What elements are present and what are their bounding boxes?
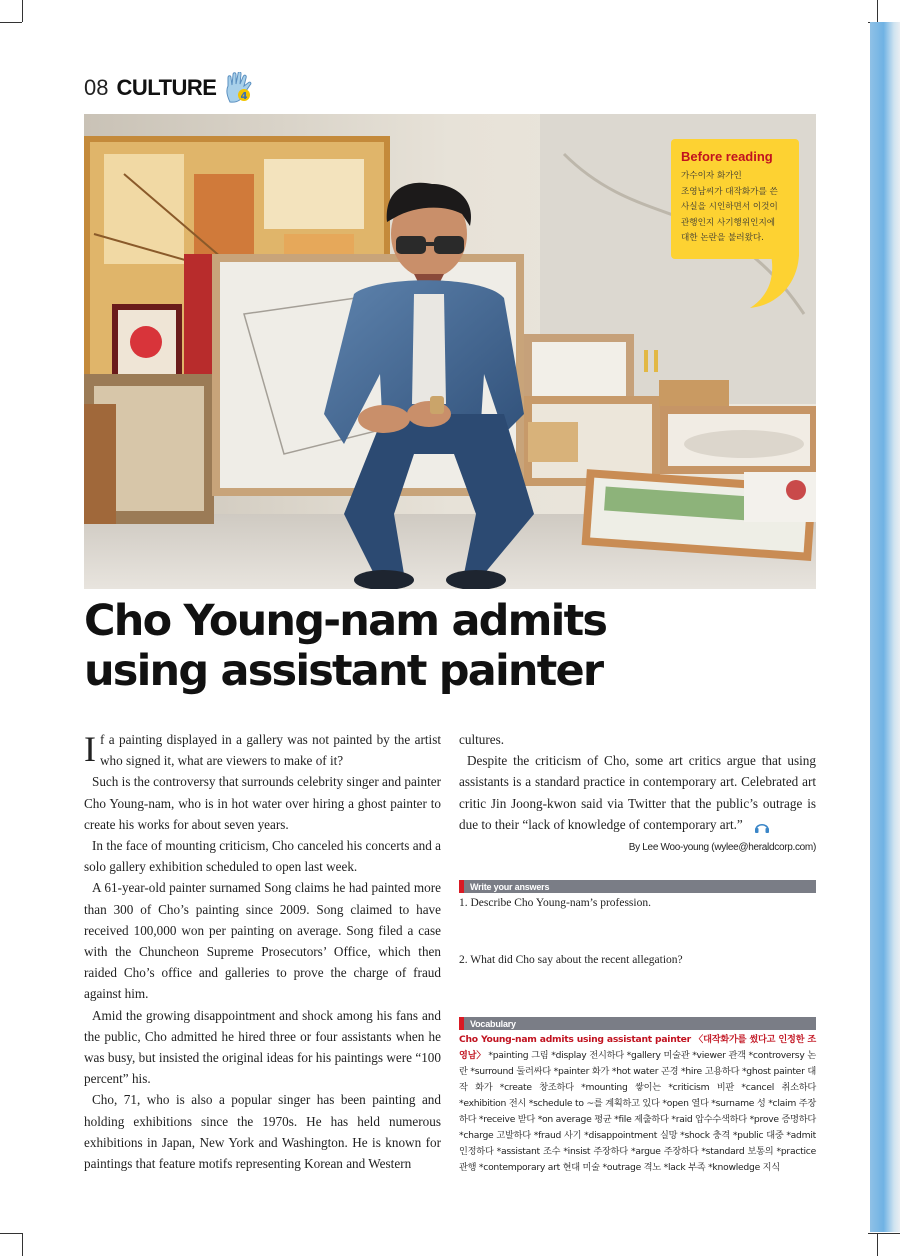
article-p6: Cho, 71, who is also a popular singer has been painting and holding exhibitions since the 1970s. He has held numerous exhibitions in Japan, New York and Washington. He is known for paintings that feature motifs representing Korean and Western [84, 1092, 441, 1172]
drop-cap: I [84, 729, 96, 769]
vocabulary-box [459, 1032, 816, 1176]
before-reading-line: 관행인지 사기행위인지에 [681, 217, 776, 228]
article-p1: f a painting displayed in a gallery was not painted by the artist who signed it, what are viewers to make of it? [100, 732, 441, 769]
before-reading-line: 사실을 시인하면서 이것이 [681, 202, 778, 212]
before-reading-text [681, 169, 789, 247]
crop-mark-icon [0, 1233, 22, 1234]
article-p6-continued: cultures. [459, 732, 505, 747]
headphone-icon [746, 819, 762, 833]
before-reading-title: Before reading [681, 149, 773, 164]
vocabulary-header [459, 1017, 816, 1030]
write-answers-label: Write your answers [470, 881, 550, 892]
bubble-tail [740, 250, 800, 310]
crop-mark-icon [0, 22, 22, 23]
article-p3: In the face of mounting criticism, Cho canceled his concerts and a solo gallery exhibition scheduled to open last week. [84, 838, 441, 875]
vocabulary-label: Vocabulary [470, 1018, 516, 1029]
article-p4: A 61-year-old painter surnamed Song claims he had painted more than 300 of Cho’s painting since 2009. Song claimed to have received 100,000 won per painting on average. Song filed a case with the Chuncheon Supreme Prosecutors’ Office, which then raided Cho’s office and galleries to prove the charge of fraud against him. [84, 880, 441, 1002]
byline: By Lee Woo-young (wylee@heraldcorp.com) [628, 842, 816, 854]
before-reading-line: 조영남씨가 대작화가를 쓴 [681, 186, 778, 197]
question-2: 2. What did Cho say about the recent allegation? [459, 954, 683, 966]
crop-mark-icon [22, 1233, 23, 1256]
headline-line-1: Cho Young-nam admits [84, 596, 607, 646]
crop-mark-icon [877, 0, 878, 22]
bar-accent [459, 1017, 464, 1030]
article-paragraph [459, 750, 816, 835]
before-reading-bubble [671, 139, 799, 259]
crop-mark-icon [877, 1233, 878, 1256]
article-column-right [459, 729, 816, 858]
hand-four-icon [224, 72, 254, 104]
article-p7: Despite the criticism of Cho, some art critics argue that using assistants is a standard practice in contemporary art. Celebrated art critic Jin Joong-kwon said via Twitter that the public’s outrage is due to their “lack of knowledge of contemporary art.” [459, 753, 816, 832]
article-p2: Such is the controversy that surrounds celebrity singer and painter Cho Young-nam, who is in hot water over hiring a ghost painter to create his works for about seven years. [84, 774, 442, 832]
section-number: 08 [84, 75, 109, 100]
article-p5: Amid the growing disappointment and shock among his fans and the public, Cho admitted he hired three or four assistants when he was busy, but insisted the original ideas for his paintings were “100 percent” his. [84, 1007, 441, 1087]
section-name: CULTURE [116, 75, 217, 100]
bar-accent [459, 880, 464, 893]
article-column-left [84, 729, 441, 1174]
question-1: 1. Describe Cho Young-nam’s profession. [459, 897, 651, 909]
vocabulary-title: Cho Young-nam admits using assistant painter 〈대작화가를 썼다고 인정한 조영남〉 [459, 1034, 816, 1061]
article-headline [84, 596, 804, 696]
section-header [84, 72, 254, 104]
svg-text:4: 4 [240, 91, 248, 102]
page-edge-strip [870, 22, 900, 1232]
crop-mark-icon [868, 1233, 900, 1234]
before-reading-line: 대한 논란을 불러왔다. [681, 233, 764, 243]
article-paragraph [84, 729, 441, 771]
headline-line-2: using assistant painter [84, 646, 603, 696]
vocabulary-body: *painting 그림 *display 전시하다 *gallery 미술관 *viewer 관객 *controversy 논란 *surround 둘러싸다 *painter 화가 *hot water 곤경 *hire 고용하다 *ghost painter 대작 화가 *create 창조하다 *mounting 쌓이는 *criticism 비판 *cancel 취소하다 *exhibition 전시 *schedule to ~를 계획하고 있다 *open 열다 *surname 성 *claim 주장하다 *receive 받다 *on average 평균 *file 제출하다 *raid 압수수색하다 *prove 증명하다 *charge 고발하다 *fraud 사기 *disappointment 실망 *shock 충격 *public 대중 *admit 인정하다 *assistant 조수 *insist 주장하다 *argue 주장하다 *standard 보통의 *practice 관행 *contemporary art 현대 미술 *outrage 격노 *lack 부족 *knowledge 지식 [459, 1050, 816, 1173]
write-answers-header [459, 880, 816, 893]
crop-mark-icon [22, 0, 23, 22]
before-reading-line: 가수이자 화가인 [681, 171, 742, 181]
